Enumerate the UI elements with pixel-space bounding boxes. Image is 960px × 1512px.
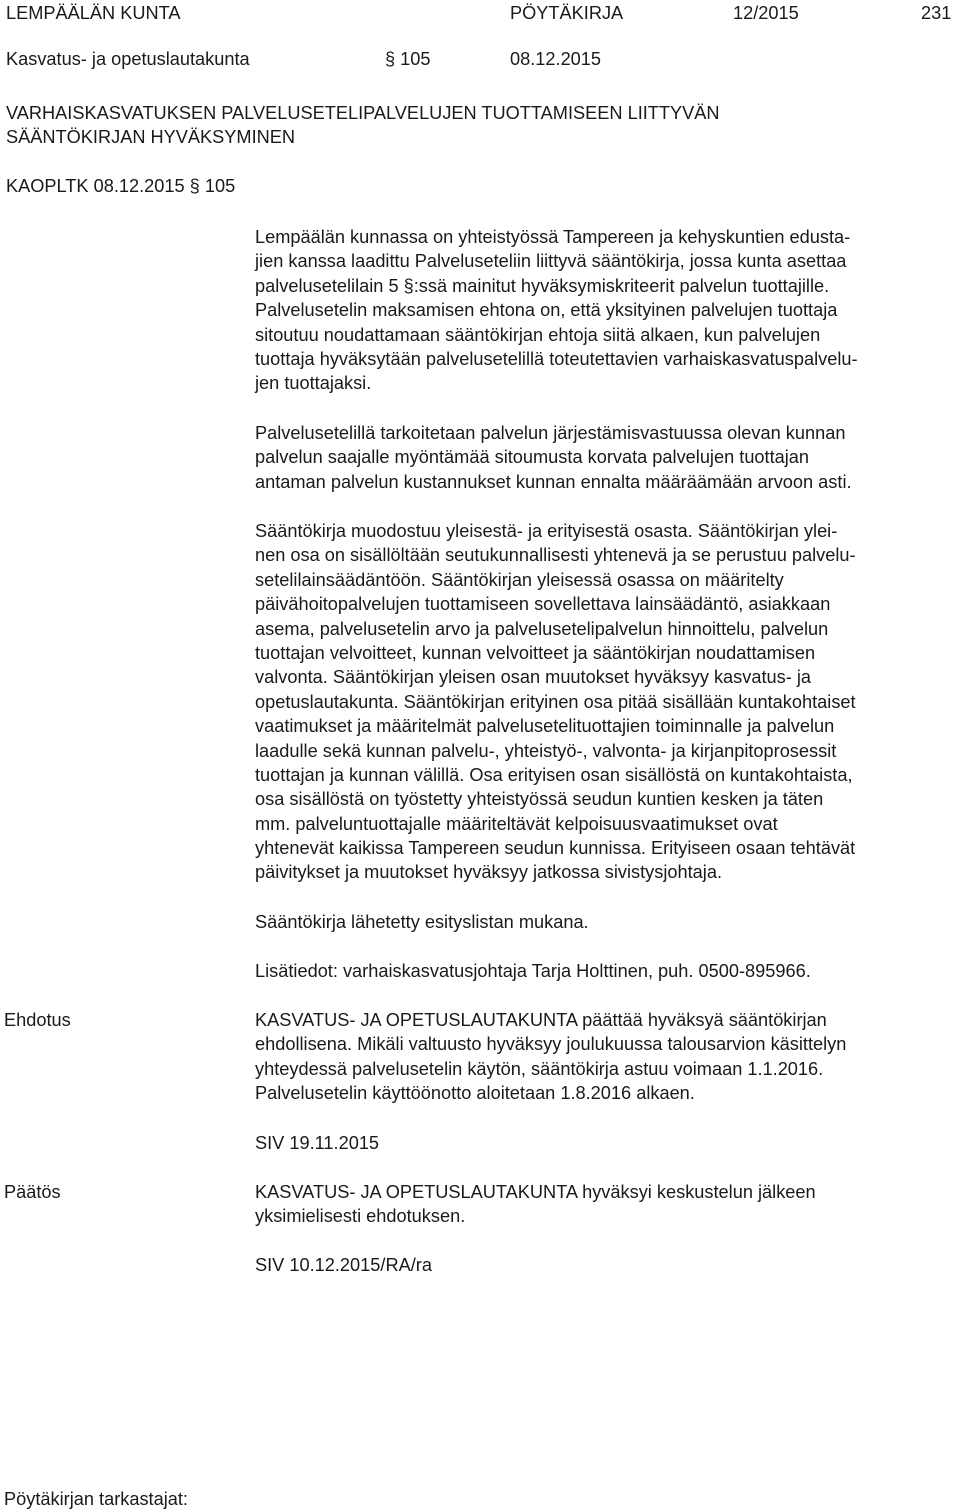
paragraph-line: yhteydessä palvelusetelin käytön, sääntökirja astuu voimaan 1.1.2016. (255, 1058, 824, 1079)
paragraph-line: Sääntökirja muodostuu yleisestä- ja erityisestä osasta. Sääntökirjan ylei- (255, 521, 838, 541)
committee-name: Kasvatus- ja opetuslautakunta (6, 49, 250, 69)
decision-signature: SIV 10.12.2015/RA/ra (255, 1255, 432, 1275)
paragraph-line: setelilainsäädäntöön. Sääntökirjan yleisessä osassa on määritelty (255, 569, 784, 590)
meeting-date: 08.12.2015 (510, 49, 602, 69)
paragraph-line: Lisätiedot: varhaiskasvatusjohtaja Tarja Holttinen, puh. 0500-895966. (255, 961, 811, 981)
paragraph-2 (255, 421, 955, 494)
paragraph-4 (255, 910, 955, 934)
reference-line: KAOPLTK 08.12.2015 § 105 (6, 176, 236, 196)
paragraph-line: asema, palvelusetelin arvo ja palvelusetelipalvelun hinnoittelu, palvelun (255, 618, 829, 639)
paragraph-line: tuottajan ja kunnan välillä. Osa erityisen osan sisällöstä on kuntakohtaista, (255, 764, 853, 785)
municipality-name: LEMPÄÄLÄN KUNTA (6, 3, 181, 23)
paragraph-line: tuottajan velvoitteet, kunnan velvoitteet ja sääntökirjan noudattamisen (255, 642, 816, 663)
paragraph-line: tuottaja hyväksytään palvelusetelillä toteutettavien varhaiskasvatuspalvelu- (255, 348, 858, 369)
paragraph-line: palvelun saajalle myöntämää sitoumusta korvata palvelujen tuottajan (255, 447, 810, 468)
paragraph-line: ehdollisena. Mikäli valtuusto hyväksyy joulukuussa talousarvion käsittelyn (255, 1034, 847, 1055)
paragraph-line: Palvelusetelillä tarkoitetaan palvelun järjestämisvastuussa olevan kunnan (255, 423, 846, 443)
paragraph-line: Palvelusetelin maksamisen ehtona on, että yksityinen palvelujen tuottaja (255, 300, 838, 321)
paragraph-line: valvonta. Sääntökirjan yleisen osan muutokset hyväksyy kasvatus- ja (255, 667, 812, 688)
title-line-2: SÄÄNTÖKIRJAN HYVÄKSYMINEN (6, 127, 296, 147)
proposal-label: Ehdotus (4, 1010, 71, 1030)
paragraph-line: jien kanssa laadittu Palveluseteliin liittyvä sääntökirja, jossa kunta asettaa (255, 251, 847, 272)
paragraph-line: Sääntökirja lähetetty esityslistan mukana. (255, 912, 589, 932)
proposal-signature: SIV 19.11.2015 (255, 1133, 380, 1153)
paragraph-line: antaman palvelun kustannukset kunnan ennalta määräämään arvoon asti. (255, 471, 852, 492)
paragraph-line: jen tuottajaksi. (255, 373, 372, 394)
paragraph-line: KASVATUS- JA OPETUSLAUTAKUNTA päättää hyväksyä sääntökirjan (255, 1010, 827, 1030)
paragraph-5 (255, 959, 955, 983)
paragraph-line: päivähoitopalvelujen tuottamiseen sovellettava lainsäädäntö, asiakkaan (255, 594, 831, 615)
proposal-text (255, 1008, 955, 1106)
reviewers-label: Pöytäkirjan tarkastajat: (4, 1489, 188, 1509)
title-line-1: VARHAISKASVATUKSEN PALVELUSETELIPALVELUJEN TUOTTAMISEEN LIITTYVÄN (6, 103, 720, 123)
page-number: 231 (921, 3, 952, 23)
section-number: § 105 (385, 49, 431, 69)
paragraph-line: KASVATUS- JA OPETUSLAUTAKUNTA hyväksyi keskustelun jälkeen (255, 1182, 816, 1202)
decision-text (255, 1180, 955, 1229)
paragraph-line: Palvelusetelin käyttöönotto aloitetaan 1.8.2016 alkaen. (255, 1083, 695, 1104)
paragraph-line: Lempäälän kunnassa on yhteistyössä Tampereen ja kehyskuntien edusta- (255, 227, 851, 247)
paragraph-line: vaatimukset ja määritelmät palvelusetelituottajien toiminnalle ja palvelun (255, 716, 835, 737)
paragraph-line: yksimielisesti ehdotuksen. (255, 1206, 466, 1227)
paragraph-line: palvelusetelilain 5 §:ssä mainitut hyväksymiskriteerit palvelun tuottajille. (255, 275, 830, 296)
paragraph-line: osa sisällöstä on työstetty yhteistyössä seudun kuntien kesken ja täten (255, 789, 824, 810)
paragraph-line: sitoutuu noudattamaan sääntökirjan ehtoja siitä alkaen, kun palvelujen (255, 324, 821, 345)
document-type: PÖYTÄKIRJA (510, 3, 624, 23)
document-number: 12/2015 (733, 3, 799, 23)
decision-label: Päätös (4, 1182, 61, 1202)
paragraph-line: laadulle sekä kunnan palvelu-, yhteistyö-, valvonta- ja kirjanpitoprosessit (255, 740, 837, 761)
paragraph-line: nen osa on sisällöltään seutukunnallisesti yhtenevä ja se perustuu palvelu- (255, 545, 856, 566)
paragraph-line: päivitykset ja muutokset hyväksyy jatkossa sivistysjohtaja. (255, 862, 722, 883)
paragraph-line: yhtenevät kaikissa Tampereen seudun kunnissa. Erityiseen osaan tehtävät (255, 838, 856, 859)
paragraph-3 (255, 519, 955, 885)
paragraph-line: mm. palveluntuottajalle määriteltävät kelpoisuusvaatimukset ovat (255, 813, 778, 834)
paragraph-1 (255, 225, 955, 396)
paragraph-line: opetuslautakunta. Sääntökirjan erityinen osa pitää sisällään kuntakohtaiset (255, 691, 856, 712)
